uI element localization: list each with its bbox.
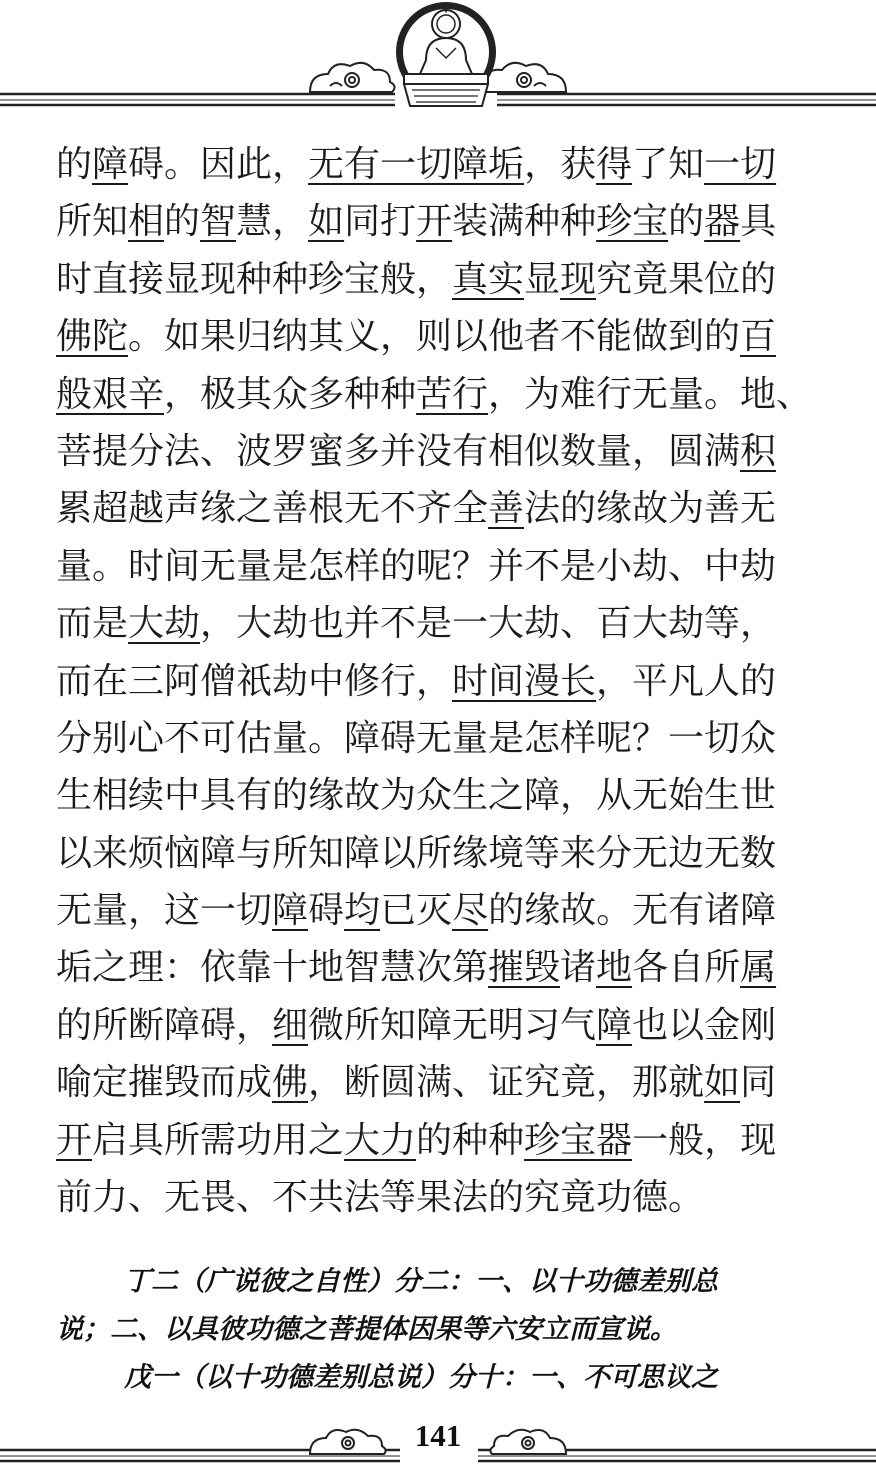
underlined-term: 珍宝器 bbox=[524, 1119, 633, 1161]
text-segment: 喻定摧毁而成 bbox=[56, 1062, 273, 1104]
header-rule-left bbox=[0, 94, 395, 105]
cloud-scroll-ornament-icon bbox=[310, 63, 395, 92]
text-segment: 的种种 bbox=[416, 1119, 525, 1161]
text-segment: 的 bbox=[668, 201, 705, 243]
text-segment: 无量，这一切 bbox=[56, 890, 273, 932]
text-line bbox=[56, 538, 842, 595]
text-segment: 显 bbox=[524, 258, 561, 300]
underlined-term: 般艰辛 bbox=[56, 373, 165, 415]
text-segment: 前力、无畏、不共法等果法的究竟功德。 bbox=[56, 1177, 705, 1219]
text-line bbox=[56, 1112, 842, 1169]
text-segment: 同打 bbox=[344, 201, 417, 243]
text-line bbox=[56, 939, 842, 996]
underlined-term: 摧毁 bbox=[488, 947, 561, 989]
underlined-term: 佛 bbox=[272, 1062, 309, 1104]
outline-heading-ding2: 丁二（广说彼之自性）分二：一、以十功德差别总 bbox=[124, 1266, 718, 1297]
text-segment: 也以金刚 bbox=[632, 1004, 777, 1046]
text-segment: 一般，现 bbox=[632, 1119, 777, 1161]
text-line bbox=[56, 308, 842, 365]
text-line bbox=[56, 997, 842, 1054]
text-segment: 以来烦恼障与所知障以所缘境等来分无边无数 bbox=[56, 832, 777, 874]
text-segment: 的所断障碍， bbox=[56, 1004, 273, 1046]
text-segment: 而在三阿僧祇劫中修行， bbox=[56, 660, 453, 702]
text-segment: 而是 bbox=[56, 603, 129, 645]
underlined-term: 现 bbox=[560, 258, 597, 300]
underlined-term: 智 bbox=[200, 201, 237, 243]
underlined-term: 障 bbox=[596, 1004, 633, 1046]
underlined-term: 如 bbox=[704, 1062, 741, 1104]
underlined-term: 地 bbox=[596, 947, 633, 989]
text-line bbox=[56, 767, 842, 824]
text-line bbox=[56, 595, 842, 652]
underlined-term: 障 bbox=[272, 890, 309, 932]
text-segment: ，为难行无量。地、 bbox=[488, 373, 813, 415]
outline-heading-wu1: 戊一（以十功德差别总说）分十：一、不可思议之 bbox=[124, 1362, 718, 1393]
text-segment: 已灭 bbox=[380, 890, 453, 932]
underlined-term: 善 bbox=[488, 488, 525, 530]
text-line bbox=[56, 710, 842, 767]
underlined-term: 开 bbox=[56, 1119, 93, 1161]
text-segment: 同 bbox=[740, 1062, 777, 1104]
text-segment: 。如果归纳其义，则以他者不能做到的 bbox=[128, 316, 741, 358]
buddha-emblem-icon bbox=[396, 2, 496, 106]
underlined-term: 时间漫长 bbox=[452, 660, 597, 702]
text-segment: ，极其众多种种 bbox=[164, 373, 417, 415]
text-segment: 所知 bbox=[56, 201, 129, 243]
underlined-term: 大劫 bbox=[128, 603, 201, 645]
underlined-term: 障 bbox=[92, 144, 129, 185]
text-line bbox=[56, 423, 842, 480]
underlined-term: 相 bbox=[128, 201, 165, 243]
outline-section bbox=[56, 1258, 842, 1402]
header-ornament bbox=[0, 0, 876, 120]
underlined-term: 百 bbox=[740, 316, 777, 358]
outline-heading-ding2-cont: 说；二、以具彼功德之菩提体因果等六安立而宣说。 bbox=[56, 1314, 677, 1345]
header-rule-right bbox=[497, 94, 876, 105]
text-segment: 垢之理：依靠十地智慧次第 bbox=[56, 947, 489, 989]
text-segment: ，平凡人的 bbox=[596, 660, 777, 702]
underlined-term: 一切 bbox=[704, 144, 777, 185]
text-line bbox=[56, 1169, 842, 1226]
text-segment: 时直接显现种种珍宝般， bbox=[56, 258, 453, 300]
text-segment: 具 bbox=[740, 201, 777, 243]
underlined-term: 苦行 bbox=[416, 373, 489, 415]
underlined-term: 佛陀 bbox=[56, 316, 129, 358]
text-segment: 究竟果位的 bbox=[596, 258, 777, 300]
underlined-term: 珍宝 bbox=[596, 201, 669, 243]
text-segment: 启具所需功用之 bbox=[92, 1119, 345, 1161]
underlined-term: 无有一切障垢 bbox=[308, 144, 525, 185]
text-line bbox=[56, 136, 842, 193]
text-segment: 菩提分法、波罗蜜多并没有相似数量，圆满 bbox=[56, 430, 741, 472]
underlined-term: 尽 bbox=[452, 890, 489, 932]
text-line bbox=[56, 193, 842, 250]
text-line bbox=[56, 251, 842, 308]
underlined-term: 属 bbox=[740, 947, 777, 989]
text-segment: ，大劫也并不是一大劫、百大劫等， bbox=[200, 603, 777, 645]
text-segment: ，获 bbox=[524, 144, 597, 185]
text-segment: 碍。因此， bbox=[128, 144, 309, 185]
text-segment: 碍 bbox=[308, 890, 345, 932]
text-line bbox=[56, 882, 842, 939]
text-segment: 的 bbox=[56, 144, 93, 185]
underlined-term: 如 bbox=[308, 201, 345, 243]
underlined-term: 开 bbox=[416, 201, 453, 243]
text-segment: 了知 bbox=[632, 144, 705, 185]
page-number: 141 bbox=[411, 1418, 466, 1453]
underlined-term: 真实 bbox=[452, 258, 525, 300]
text-line bbox=[56, 1054, 842, 1111]
text-segment: 各自所 bbox=[632, 947, 741, 989]
text-segment: 的缘故。无有诸障 bbox=[488, 890, 777, 932]
text-segment: 的 bbox=[164, 201, 201, 243]
text-segment: 诸 bbox=[560, 947, 597, 989]
underlined-term: 得 bbox=[596, 144, 633, 185]
text-segment: 微所知障无明习气 bbox=[308, 1004, 597, 1046]
underlined-term: 细 bbox=[272, 1004, 309, 1046]
page-number-container bbox=[0, 1418, 876, 1454]
text-segment: 生相续中具有的缘故为众生之障，从无始生世 bbox=[56, 775, 777, 817]
body-text bbox=[56, 136, 842, 1226]
underlined-term: 均 bbox=[344, 890, 381, 932]
text-line bbox=[56, 366, 842, 423]
text-segment: ，断圆满、证究竟，那就 bbox=[308, 1062, 705, 1104]
text-line bbox=[56, 480, 842, 537]
underlined-term: 器 bbox=[704, 201, 741, 243]
text-segment: 法的缘故为善无 bbox=[524, 488, 777, 530]
text-line bbox=[56, 825, 842, 882]
text-segment: 装满种种 bbox=[452, 201, 597, 243]
underlined-term: 大力 bbox=[344, 1119, 417, 1161]
text-segment: 分别心不可估量。障碍无量是怎样呢？一切众 bbox=[56, 717, 777, 759]
text-segment: 慧， bbox=[236, 201, 309, 243]
text-segment: 量。时间无量是怎样的呢？并不是小劫、中劫 bbox=[56, 545, 777, 587]
text-segment: 累超越声缘之善根无不齐全 bbox=[56, 488, 489, 530]
text-line bbox=[56, 653, 842, 710]
cloud-scroll-ornament-icon bbox=[481, 63, 566, 92]
underlined-term: 积 bbox=[740, 430, 777, 472]
